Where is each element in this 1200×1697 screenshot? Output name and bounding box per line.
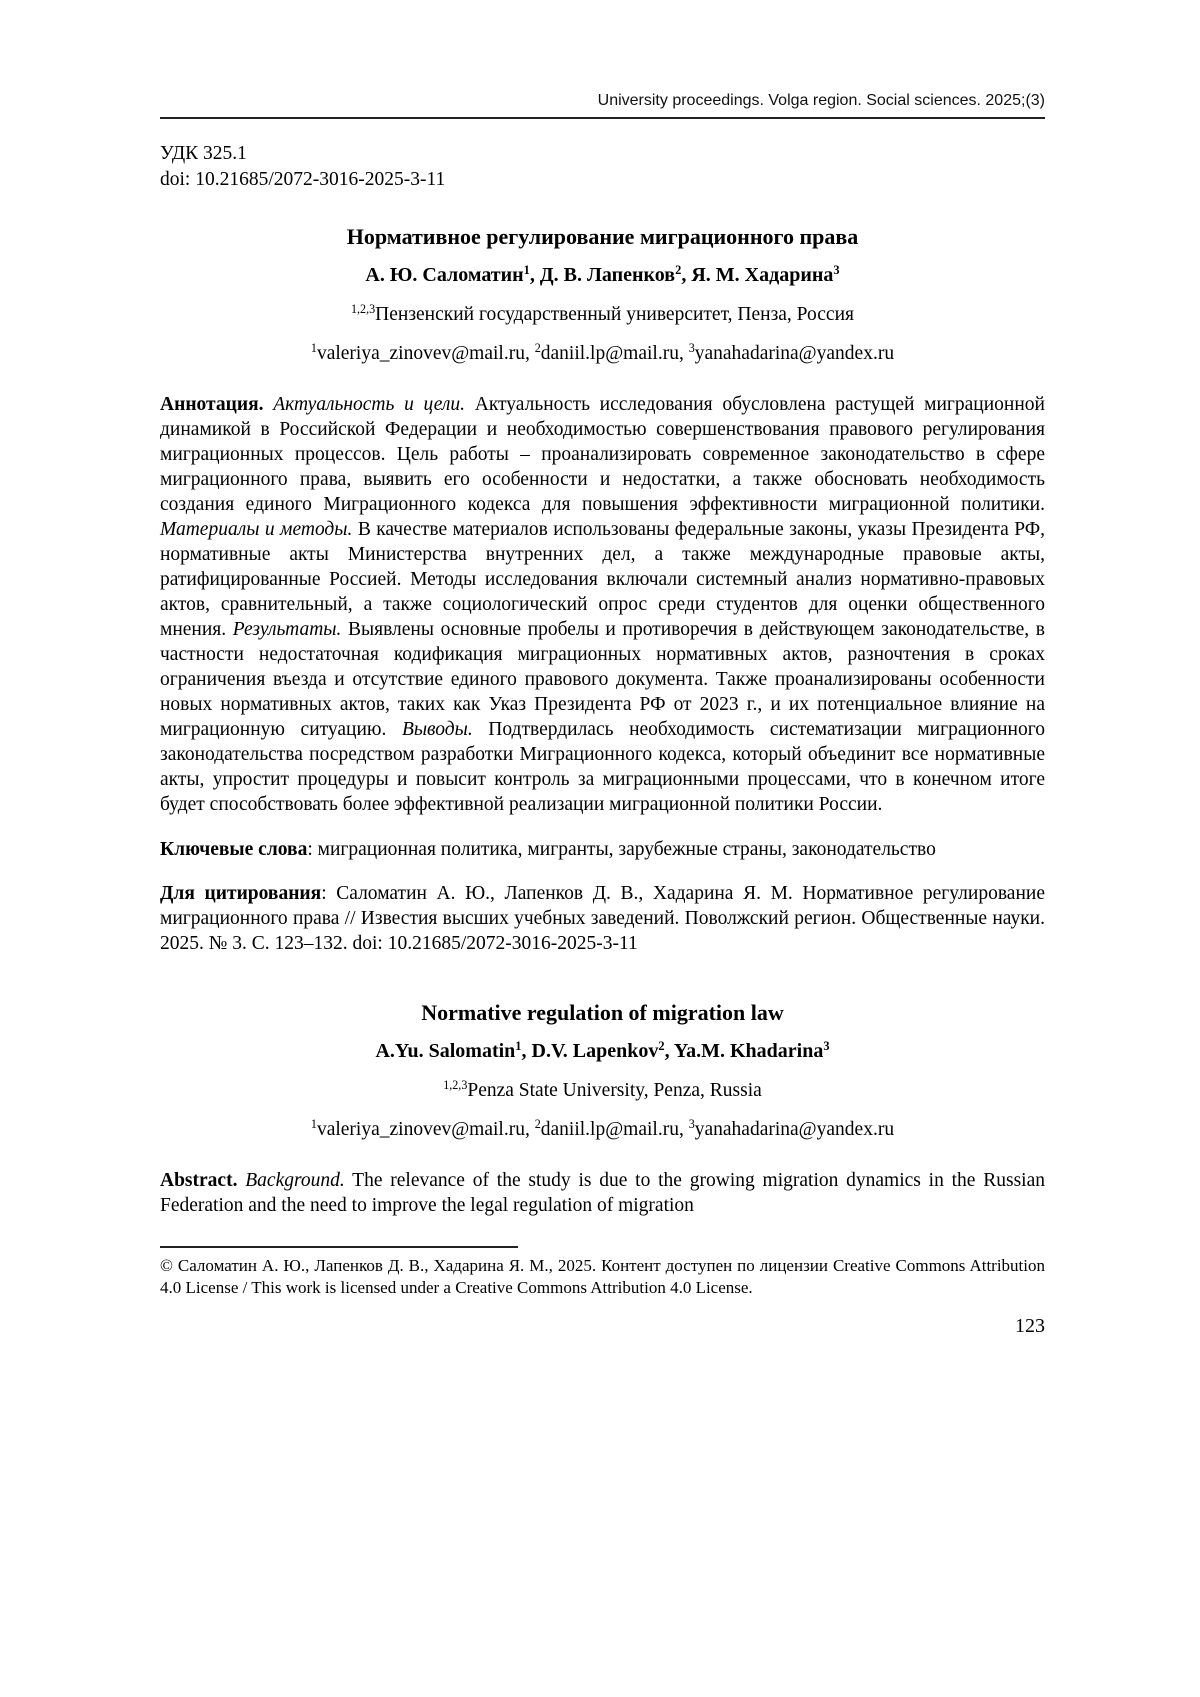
header-rule <box>160 117 1045 119</box>
journal-header: University proceedings. Volga region. Social sciences. 2025;(3) <box>597 92 1045 109</box>
footnote-block <box>160 1246 1045 1298</box>
affiliation-ru: $^{1,2,3}$Пензенский государственный университет, Пенза, Россия <box>351 302 854 325</box>
author-emails-ru: $^1$valeriya_zinovev@mail.ru, $^2$daniil.lp@mail.ru, $^3$yanahadarina@yandex.ru <box>310 341 895 364</box>
doi-line: doi: 10.21685/2072-3016-2025-3-11 <box>160 169 446 190</box>
footnote-rule <box>160 1246 518 1248</box>
abstract-en: Abstract. Background. The relevance of the study is due to the growing migration dynamics in the Russian Federation and the need to improve the legal regulation of migration <box>160 1170 1046 1216</box>
copyright-notice: © Саломатин А. Ю., Лапенков Д. В., Хадарина Я. М., 2025. Контент доступен по лицензии Creative Commons Attribution 4.0 License / This work is licensed under a Creative Commons Attribution 4.0 License. <box>160 1256 1045 1297</box>
page-number: 123 <box>1015 1315 1045 1337</box>
authors-ru: А. Ю. Саломатин$^1$, Д. В. Лапенков$^2$, Я. М. Хадарина$^3$ <box>365 263 840 286</box>
citation-ru: Для цитирования: Саломатин А. Ю., Лапенков Д. В., Хадарина Я. М. Нормативное регулирование миграционного права // Известия высших учебных заведений. Поволжский регион. Общественные науки. 2025. № 3. С. 123–132. doi: 10.21685/2072-3016-2025-3-11 <box>160 883 1045 954</box>
udc-code: УДК 325.1 <box>160 143 247 164</box>
abstract-ru: Аннотация. Актуальность и цели. Актуальность исследования обусловлена растущей миграционной динамикой в Российской Федерации и необходимостью совершенствования правового регулирования миграционных процессов. Цель работы – проанализировать современное законодательство в сфере миграционного права, выявить его особенности и недостатки, а также обосновать необходимость создания единого Миграционного кодекса для повышения эффективности миграционной политики. Материалы и методы. В качестве материалов использованы федеральные законы, указы Президента РФ, нормативные акты Министерства внутренних дел, а также международные правовые акты, ратифицированные Россией. Методы исследования включали системный анализ нормативно-правовых актов, сравнительный, а также социологический опрос среди студентов для оценки общественного мнения. Результаты. Выявлены основные пробелы и противоречия в действующем законодательстве, в частности недостаточная кодификация миграционных нормативных актов, разночтения в сроках ограничения въезда и отсутствие единого правового документа. Также проанализированы особенности новых нормативных актов, таких как Указ Президента РФ от 2023 г., и их потенциальное влияние на миграционную ситуацию. Выводы. Подтвердилась необходимость систематизации миграционного законодательства посредством разработки Миграционного кодекса, который объединит все нормативные акты, упростит процедуры и повысит контроль за миграционными процессами, что в конечном итоге будет способствовать более эффективной реализации миграционной политики России. <box>160 394 1045 815</box>
article-title-ru: Нормативное регулирование миграционного права <box>346 224 859 249</box>
author-emails-en: $^1$valeriya_zinovev@mail.ru, $^2$daniil.lp@mail.ru, $^3$yanahadarina@yandex.ru <box>310 1117 895 1140</box>
affiliation-en: $^{1,2,3}$Penza State University, Penza, Russia <box>443 1078 762 1101</box>
article-title-en: Normative regulation of migration law <box>421 1000 784 1025</box>
authors-en: A.Yu. Salomatin$^1$, D.V. Lapenkov$^2$, Ya.M. Khadarina$^3$ <box>375 1039 830 1062</box>
keywords-ru: Ключевые слова: миграционная политика, мигранты, зарубежные страны, законодательство <box>160 838 936 860</box>
